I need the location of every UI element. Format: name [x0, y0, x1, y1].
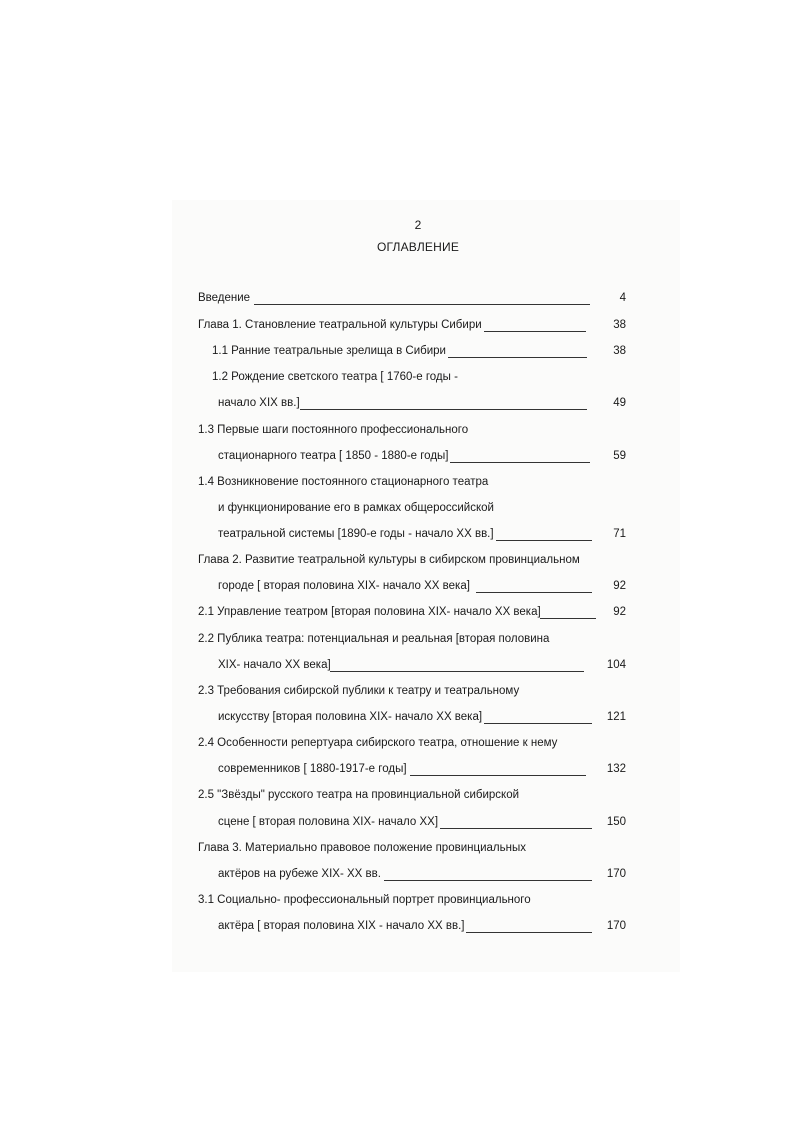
dot-leader — [254, 304, 590, 305]
toc-entry-1-4: 1.4 Возникновение постоянного стационарного театра — [198, 476, 489, 488]
toc-entry-chapter-2: Глава 2. Развитие театральной культуры в сибирском провинциальном — [198, 554, 580, 566]
toc-entry-1-2: 1.2 Рождение светского театра [ 1760-е годы - — [212, 371, 458, 383]
toc-entry-1-1: 1.1 Ранние театральные зрелища в Сибири — [212, 345, 446, 357]
toc-page-number: 59 — [613, 450, 626, 462]
toc-page-number: 4 — [619, 292, 626, 304]
dot-leader — [300, 409, 587, 410]
toc-entry-2-5-cont: сцене [ вторая половина XIX- начало XX] — [218, 816, 439, 828]
toc-page-number: 38 — [613, 319, 626, 331]
toc-entry-2-4-cont: современников [ 1880-1917-е годы] — [218, 763, 407, 775]
toc-entry-chapter-3: Глава 3. Материально правовое положение провинциальных — [198, 842, 526, 854]
toc-entry-chapter-3-cont: актёров на рубеже XIX- XX вв. — [218, 868, 381, 880]
toc-page-number: 104 — [606, 659, 626, 671]
dot-leader — [384, 880, 592, 881]
toc-entry-1-4-cont: и функционирование его в рамках общероссийской — [218, 502, 494, 514]
toc-entry-1-3-cont: стационарного театра [ 1850 - 1880-е годы] — [218, 450, 449, 462]
toc-entry-2-5: 2.5 "Звёзды" русского театра на провинциальной сибирской — [198, 789, 520, 801]
toc-entry-3-1: 3.1 Социально- профессиональный портрет провинциального — [198, 894, 531, 906]
toc-page-number: 150 — [606, 816, 626, 828]
toc-entry-2-4: 2.4 Особенности репертуара сибирского театра, отношение к нему — [198, 737, 558, 749]
dot-leader — [410, 775, 586, 776]
toc-entry-1-4-cont: театральной системы [1890-е годы - начало XX вв.] — [218, 528, 494, 540]
dot-leader — [330, 671, 584, 672]
toc-entry-chapter-2-cont: городе [ вторая половина XIX- начало XX века] — [218, 580, 470, 592]
toc-entry-1-2-cont: начало XIX вв.] — [218, 397, 300, 409]
toc-page-number: 49 — [613, 397, 626, 409]
toc-page-number: 71 — [613, 528, 626, 540]
toc-title: ОГЛАВЛЕНИЕ — [376, 240, 460, 254]
toc-page-number: 92 — [613, 580, 626, 592]
toc-page-number: 38 — [613, 345, 626, 357]
toc-page-number: 170 — [606, 868, 626, 880]
toc-entry-3-1-cont: актёра [ вторая половина XIX - начало XX вв.] — [218, 920, 465, 932]
toc-page-number: 132 — [606, 763, 626, 775]
toc-entry-2-1: 2.1 Управление театром [вторая половина XIX- начало XX века] — [198, 606, 541, 618]
toc-page-number: 121 — [606, 711, 626, 723]
toc-page-number: 92 — [613, 606, 626, 618]
toc-entry-1-3: 1.3 Первые шаги постоянного профессионального — [198, 424, 469, 436]
toc-entry-2-3-cont: искусству [вторая половина XIX- начало XX века] — [218, 711, 483, 723]
page-number: 2 — [414, 218, 422, 232]
toc-entry-2-3: 2.3 Требования сибирской публики к театру и театральному — [198, 685, 520, 697]
toc-entry-introduction: Введение — [198, 292, 251, 304]
toc-entry-2-2: 2.2 Публика театра: потенциальная и реальная [вторая половина — [198, 633, 550, 645]
toc-page-number: 170 — [606, 920, 626, 932]
toc-entry-2-2-cont: XIX- начало XX века] — [218, 659, 331, 671]
toc-entry-chapter-1: Глава 1. Становление театральной культуры Сибири — [198, 319, 482, 331]
